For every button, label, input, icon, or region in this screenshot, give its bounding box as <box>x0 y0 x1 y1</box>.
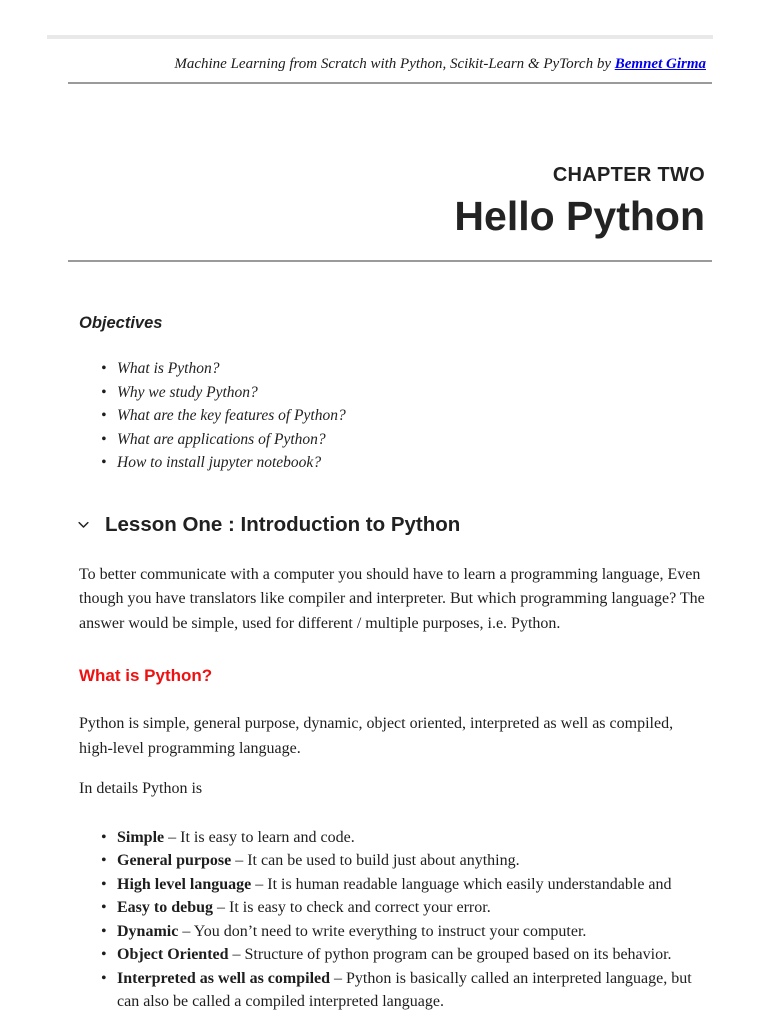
features-lead-in: In details Python is <box>79 780 203 798</box>
feature-item: • Interpreted as well as compiled – Python is basically called an interpreted language, but can also be called a compiled interpreted language. <box>79 967 710 1014</box>
feature-item: • Simple – It is easy to learn and code. <box>79 826 710 850</box>
objective-item: • What are applications of Python? <box>79 428 710 452</box>
title-divider <box>68 260 712 262</box>
chapter-title: Hello Python <box>454 193 705 239</box>
lesson-heading: Lesson One : Introduction to Python <box>105 512 461 536</box>
chapter-kicker: CHAPTER TWO <box>552 164 705 186</box>
objective-item: • How to install jupyter notebook? <box>79 451 710 475</box>
chapter-block <box>0 164 768 240</box>
top-divider <box>47 35 713 39</box>
header-divider <box>68 82 712 84</box>
book-title: Machine Learning from Scratch with Python, Scikit-Learn & PyTorch by <box>174 56 615 72</box>
feature-item: • General purpose – It can be used to build just about anything. <box>79 849 710 873</box>
running-header <box>68 56 712 73</box>
objectives-list <box>79 357 710 475</box>
feature-item: • High level language – It is human readable language which easily understandable and <box>79 873 710 897</box>
lesson-header <box>75 513 710 537</box>
feature-item: • Easy to debug – It is easy to check and correct your error. <box>79 896 710 920</box>
what-is-python-heading: What is Python? <box>79 666 213 686</box>
objectives-heading: Objectives <box>79 314 163 333</box>
objective-item: • Why we study Python? <box>79 381 710 405</box>
what-is-python-paragraph: Python is simple, general purpose, dynamic, object oriented, interpreted as well as compiled, high-level programming language. <box>79 715 674 757</box>
lesson-intro-paragraph: To better communicate with a computer you should have to learn a programming language, Even though you have translators like compiler and interpreter. But which programming language? The answer would be simple, used for different / multiple purposes, i.e. Python. <box>79 565 705 632</box>
feature-item: • Dynamic – You don’t need to write everything to instruct your computer. <box>79 920 710 944</box>
features-list <box>79 826 710 1014</box>
objective-item: • What is Python? <box>79 357 710 381</box>
objective-item: • What are the key features of Python? <box>79 404 710 428</box>
author-link[interactable]: Bemnet Girma <box>614 56 706 72</box>
chevron-down-icon[interactable] <box>75 517 91 533</box>
feature-item: • Object Oriented – Structure of python program can be grouped based on its behavior. <box>79 943 710 967</box>
